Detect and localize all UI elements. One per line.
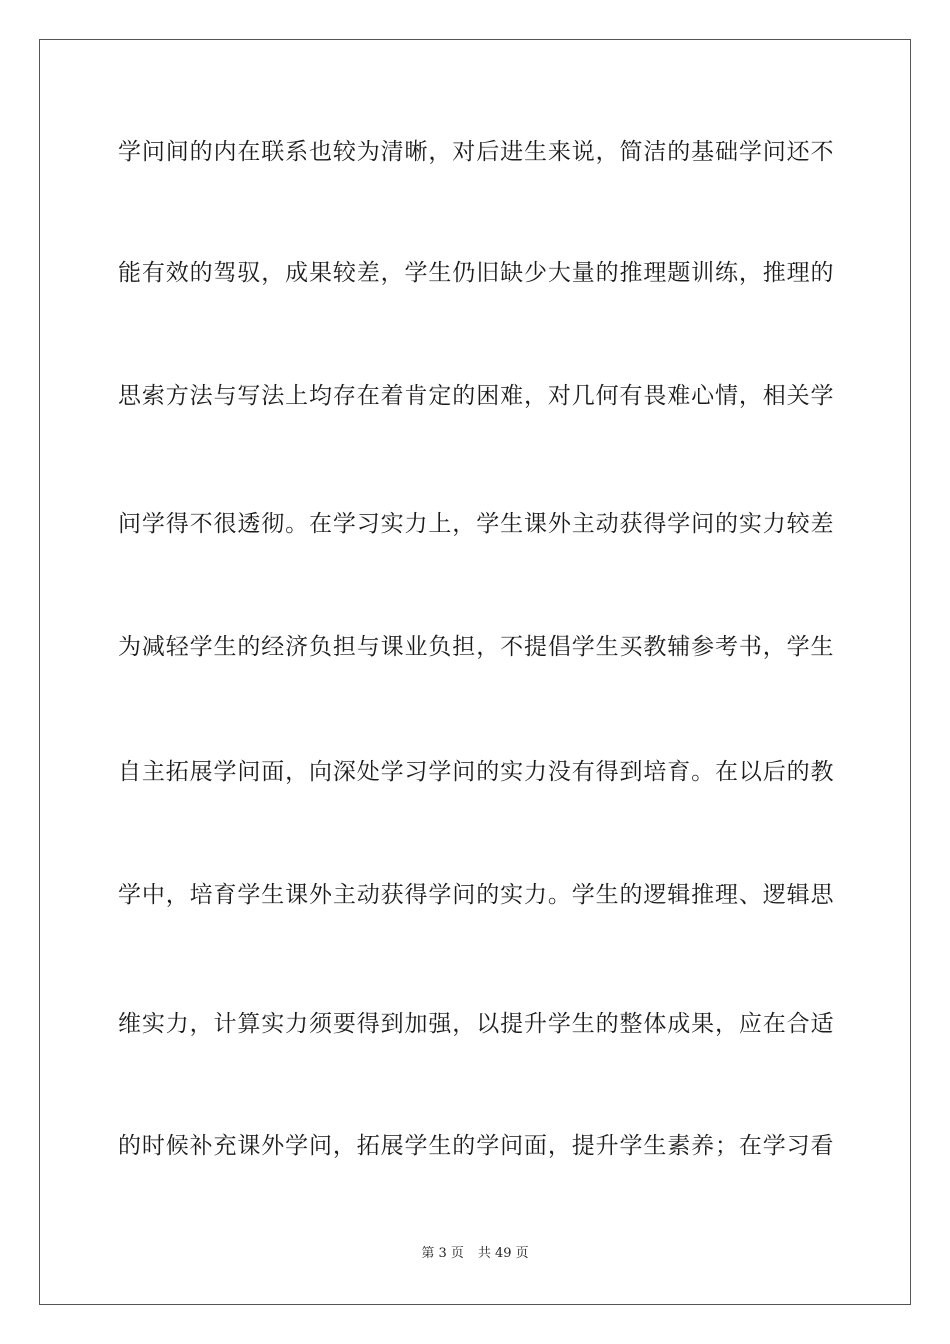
body-text-line: 能有效的驾驭，成果较差，学生仍旧缺少大量的推理题训练，推理的 [118, 260, 834, 286]
body-text-line: 为减轻学生的经济负担与课业负担，不提倡学生买教辅参考书，学生 [118, 634, 834, 660]
body-text-line: 维实力，计算实力须要得到加强，以提升学生的整体成果，应在合适 [118, 1011, 834, 1037]
page-number: 第 3 页 [421, 1246, 464, 1261]
body-text-line: 自主拓展学问面，向深处学习学问的实力没有得到培育。在以后的教 [118, 759, 834, 785]
body-text-line: 学问间的内在联系也较为清晰，对后进生来说，简洁的基础学问还不 [118, 139, 834, 165]
body-text-line: 的时候补充课外学问，拓展学生的学问面，提升学生素养；在学习看 [118, 1133, 834, 1159]
body-text-line: 问学得不很透彻。在学习实力上，学生课外主动获得学问的实力较差 [118, 511, 834, 537]
body-text-line: 思索方法与写法上均存在着肯定的困难，对几何有畏难心情，相关学 [118, 383, 834, 409]
total-pages: 共 49 页 [477, 1246, 529, 1261]
body-text-line: 学中，培育学生课外主动获得学问的实力。学生的逻辑推理、逻辑思 [118, 882, 834, 908]
document-body [118, 0, 834, 1344]
page-footer [0, 1245, 950, 1263]
